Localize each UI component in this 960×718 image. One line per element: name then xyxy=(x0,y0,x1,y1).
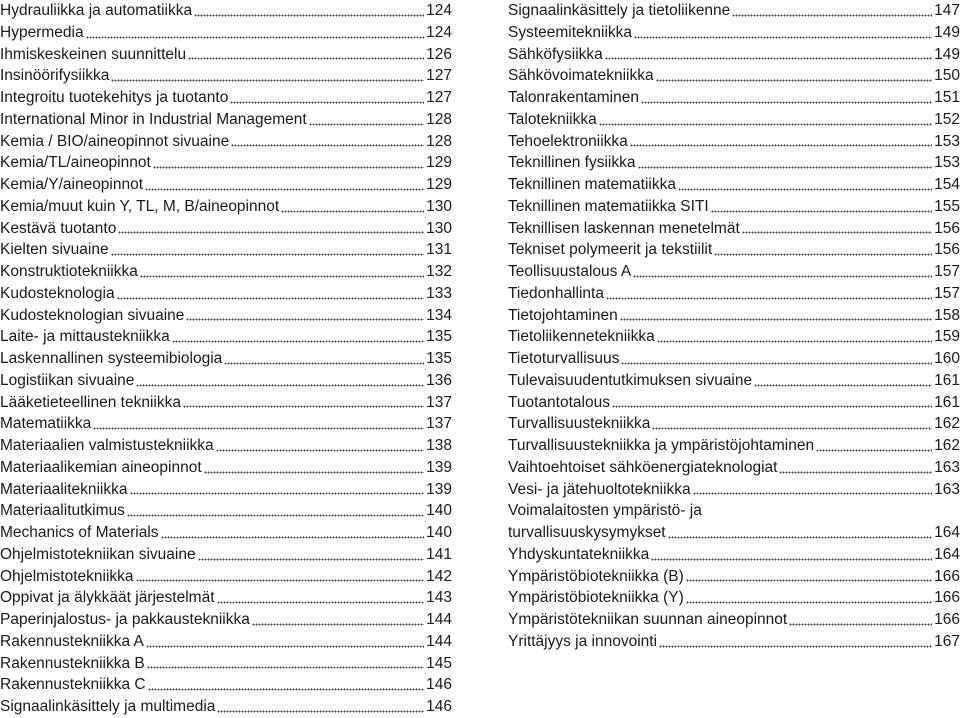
dot-leader xyxy=(711,205,932,213)
toc-entry-page-number: 166 xyxy=(934,567,960,585)
toc-entry-page-number: 135 xyxy=(426,350,452,367)
toc-entry-title: Turvallisuustekniikka ja ympäristöjohtaminen xyxy=(508,437,815,454)
toc-entry-title: Signaalinkäsittely ja tietoliikenne xyxy=(508,2,731,19)
toc-entry-title: Ohjelmistotekniikka xyxy=(0,567,134,585)
toc-entry xyxy=(508,131,960,153)
dot-leader xyxy=(161,531,425,539)
toc-entry-title: Materiaalikemian aineopinnot xyxy=(0,458,202,476)
dot-leader xyxy=(633,270,932,278)
toc-entry-page-number: 144 xyxy=(426,632,452,650)
dot-leader xyxy=(630,139,932,147)
dot-leader xyxy=(779,466,932,474)
toc-entry-page-number: 166 xyxy=(934,611,960,628)
toc-entry xyxy=(508,0,960,22)
toc-entry-page-number: 153 xyxy=(934,154,960,172)
dot-leader xyxy=(118,226,424,234)
dot-leader xyxy=(693,487,932,495)
toc-entry-title: Tietoturvallisuus xyxy=(508,350,620,367)
toc-entry-page-number: 164 xyxy=(934,524,960,541)
toc-entry-page-number: 150 xyxy=(934,67,960,85)
toc-entry-page-number: 160 xyxy=(934,350,960,367)
dot-leader xyxy=(789,618,932,626)
dot-leader xyxy=(148,683,425,691)
toc-entry-page-number: 149 xyxy=(934,23,960,41)
dot-leader xyxy=(117,292,425,300)
toc-entry xyxy=(508,261,960,283)
toc-entry-title: Vesi- ja jätehuoltotekniikka xyxy=(508,480,691,498)
toc-entry xyxy=(0,370,452,392)
toc-entry-page-number: 134 xyxy=(426,306,452,324)
toc-entry xyxy=(0,152,452,174)
toc-entry-title: Tietojohtaminen xyxy=(508,306,618,324)
toc-entry xyxy=(0,326,452,348)
toc-entry-title-continued: turvallisuuskysymykset xyxy=(508,524,666,541)
toc-entry xyxy=(0,131,452,153)
dot-leader xyxy=(652,422,932,430)
dot-leader xyxy=(153,161,424,169)
dot-leader xyxy=(754,379,932,387)
dot-leader xyxy=(186,313,424,321)
toc-entry-page-number: 124 xyxy=(426,2,452,19)
toc-entry xyxy=(508,348,960,370)
toc-entry-title: Turvallisuustekniikka xyxy=(508,415,651,433)
toc-entry-title: Vaihtoehtoiset sähköenergiateknologiat xyxy=(508,458,778,476)
toc-entry xyxy=(0,392,452,414)
toc-entry xyxy=(508,370,960,392)
toc-entry xyxy=(0,65,452,87)
dot-leader xyxy=(194,9,424,17)
dot-leader xyxy=(599,118,932,126)
toc-entry-page-number: 159 xyxy=(934,328,960,346)
toc-entry xyxy=(508,500,960,544)
toc-entry-page-number: 136 xyxy=(426,371,452,389)
toc-entry-title: Talonrakentaminen xyxy=(508,89,639,106)
dot-leader xyxy=(140,270,424,278)
toc-entry-page-number: 129 xyxy=(426,176,452,193)
toc-entry-title: Voimalaitosten ympäristö- ja xyxy=(508,502,702,520)
toc-entry-title: Tietoliikennetekniikka xyxy=(508,328,655,346)
dot-leader xyxy=(127,509,424,517)
toc-entry-page-number: 132 xyxy=(426,263,452,280)
dot-leader xyxy=(217,596,425,604)
toc-entry-title: Ympäristöbiotekniikka (B) xyxy=(508,567,684,585)
dot-leader xyxy=(605,52,932,60)
toc-entry xyxy=(0,631,452,653)
dot-leader xyxy=(678,183,932,191)
toc-entry xyxy=(508,87,960,109)
toc-entry xyxy=(0,348,452,370)
toc-entry-title: Kestävä tuotanto xyxy=(0,219,117,237)
dot-leader xyxy=(230,96,424,104)
dot-leader xyxy=(686,596,932,604)
toc-entry-page-number: 140 xyxy=(426,502,452,520)
toc-entry xyxy=(0,609,452,631)
toc-entry xyxy=(508,413,960,435)
toc-entry xyxy=(0,457,452,479)
toc-entry xyxy=(0,283,452,305)
dot-leader xyxy=(86,31,425,39)
dot-leader xyxy=(216,444,424,452)
toc-entry-title: Yhdyskuntatekniikka xyxy=(508,545,650,563)
dot-leader xyxy=(816,444,932,452)
toc-entry-page-number: 167 xyxy=(934,632,960,650)
dot-leader xyxy=(606,292,932,300)
toc-entry-title: Teknillinen fysiikka xyxy=(508,154,636,172)
toc-entry xyxy=(0,109,452,131)
dot-leader xyxy=(188,52,424,60)
toc-entry-title: Mechanics of Materials xyxy=(0,524,159,541)
toc-entry xyxy=(508,174,960,196)
toc-entry xyxy=(0,479,452,501)
toc-entry xyxy=(508,457,960,479)
toc-entry-title: Rakennustekniikka C xyxy=(0,676,146,694)
toc-entry-page-number: 130 xyxy=(426,197,452,215)
toc-entry-title: Kudosteknologian sivuaine xyxy=(0,306,185,324)
toc-entry-page-number: 129 xyxy=(426,154,452,172)
toc-entry-title: Kemia/Y/aineopinnot xyxy=(0,176,144,193)
toc-entry xyxy=(508,631,960,653)
toc-entry-title: Integroitu tuotekehitys ja tuotanto xyxy=(0,89,229,106)
dot-leader xyxy=(657,335,932,343)
dot-leader xyxy=(686,574,932,582)
toc-left-column xyxy=(0,0,452,718)
toc-entry-title: Teknillisen laskennan menetelmät xyxy=(508,219,740,237)
toc-entry xyxy=(0,22,452,44)
toc-entry xyxy=(0,239,452,261)
toc-entry-title: Insinöörifysiikka xyxy=(0,67,110,85)
dot-leader xyxy=(621,357,932,365)
toc-entry-title: Sähköfysiikka xyxy=(508,45,603,63)
toc-entry xyxy=(0,435,452,457)
toc-entry-title: Materiaalitekniikka xyxy=(0,480,128,498)
dot-leader xyxy=(742,226,932,234)
toc-entry xyxy=(0,174,452,196)
toc-entry-title: Yrittäjyys ja innovointi xyxy=(508,632,658,650)
toc-entry-page-number: 153 xyxy=(934,132,960,150)
toc-entry-page-number: 130 xyxy=(426,219,452,237)
toc-entry-page-number: 163 xyxy=(934,480,960,498)
toc-entry xyxy=(0,696,452,718)
toc-entry-page-number: 128 xyxy=(426,110,452,128)
toc-entry xyxy=(0,500,452,522)
toc-entry-title: Tehoelektroniikka xyxy=(508,132,628,150)
toc-entry xyxy=(0,87,452,109)
toc-entry-title: Signaalinkäsittely ja multimedia xyxy=(0,698,216,715)
dot-leader xyxy=(204,466,425,474)
toc-entry xyxy=(508,283,960,305)
toc-entry-title: International Minor in Industrial Management xyxy=(0,110,307,128)
toc-entry-page-number: 146 xyxy=(426,676,452,694)
toc-entry xyxy=(0,0,452,22)
toc-entry-page-number: 131 xyxy=(426,241,452,259)
dot-leader xyxy=(93,422,424,430)
dot-leader xyxy=(612,400,932,408)
toc-entry xyxy=(508,196,960,218)
toc-entry xyxy=(0,674,452,696)
toc-entry-page-number: 128 xyxy=(426,132,452,150)
toc-entry-title: Talotekniikka xyxy=(508,110,597,128)
toc-entry-page-number: 142 xyxy=(426,567,452,585)
dot-leader xyxy=(130,487,425,495)
toc-entry-title: Kemia/TL/aineopinnot xyxy=(0,154,151,172)
toc-entry xyxy=(0,218,452,240)
toc-entry-page-number: 156 xyxy=(934,241,960,259)
toc-entry-title: Tulevaisuudentutkimuksen sivuaine xyxy=(508,371,753,389)
dot-leader xyxy=(172,335,424,343)
toc-entry-page-number: 143 xyxy=(426,589,452,607)
toc-entry-page-number: 149 xyxy=(934,45,960,63)
dot-leader xyxy=(147,661,424,669)
toc-entry-page-number: 144 xyxy=(426,611,452,628)
toc-entry-title: Rakennustekniikka A xyxy=(0,632,144,650)
dot-leader xyxy=(634,31,932,39)
toc-entry xyxy=(0,544,452,566)
toc-entry-title: Kielten sivuaine xyxy=(0,241,109,259)
toc-entry-title: Tiedonhallinta xyxy=(508,284,604,302)
toc-entry-page-number: 133 xyxy=(426,284,452,302)
toc-entry-page-number: 162 xyxy=(934,415,960,433)
toc-entry-page-number: 138 xyxy=(426,437,452,454)
toc-entry-title: Materiaalien valmistustekniikka xyxy=(0,437,214,454)
toc-entry-title: Paperinjalostus- ja pakkaustekniikka xyxy=(0,611,250,628)
toc-entry xyxy=(508,587,960,609)
toc-entry-title: Kudosteknologia xyxy=(0,284,115,302)
dot-leader xyxy=(659,640,932,648)
dot-leader xyxy=(309,118,424,126)
toc-entry-title: Ympäristöbiotekniikka (Y) xyxy=(508,589,684,607)
toc-entry-title: Teknillinen matematiikka SITI xyxy=(508,197,709,215)
dot-leader xyxy=(656,74,933,82)
toc-entry xyxy=(508,566,960,588)
toc-entry-title: Tuotantotalous xyxy=(508,393,610,411)
toc-entry-title: Sähkövoimatekniikka xyxy=(508,67,654,85)
toc-entry-title: Rakennustekniikka B xyxy=(0,654,145,672)
dot-leader xyxy=(714,248,932,256)
toc-entry-title: Hypermedia xyxy=(0,23,84,41)
toc-entry xyxy=(508,239,960,261)
toc-entry xyxy=(508,305,960,327)
toc-entry-page-number: 158 xyxy=(934,306,960,324)
toc-entry-page-number: 166 xyxy=(934,589,960,607)
toc-entry-page-number: 151 xyxy=(934,89,960,106)
toc-entry-title: Lääketieteellinen tekniikka xyxy=(0,393,181,411)
toc-entry-page-number: 146 xyxy=(426,698,452,715)
toc-entry xyxy=(0,587,452,609)
toc-entry xyxy=(508,22,960,44)
toc-entry xyxy=(0,305,452,327)
toc-entry-page-number: 127 xyxy=(426,89,452,106)
toc-entry xyxy=(0,261,452,283)
toc-entry-title: Ihmiskeskeinen suunnittelu xyxy=(0,45,187,63)
toc-entry-page-number: 137 xyxy=(426,393,452,411)
toc-entry-page-number: 124 xyxy=(426,23,452,41)
toc-entry-page-number: 139 xyxy=(426,480,452,498)
dot-leader xyxy=(231,139,424,147)
toc-entry-page-number: 164 xyxy=(934,545,960,563)
toc-entry xyxy=(508,44,960,66)
toc-entry-title: Matematiikka xyxy=(0,415,92,433)
toc-entry xyxy=(508,544,960,566)
toc-entry xyxy=(508,609,960,631)
dot-leader xyxy=(183,400,424,408)
toc-entry-page-number: 145 xyxy=(426,654,452,672)
toc-entry xyxy=(508,109,960,131)
toc-entry-page-number: 147 xyxy=(934,2,960,19)
toc-entry-page-number: 162 xyxy=(934,437,960,454)
dot-leader xyxy=(252,618,424,626)
toc-entry-title: Ohjelmistotekniikan sivuaine xyxy=(0,545,196,563)
toc-entry xyxy=(0,566,452,588)
dot-leader xyxy=(281,205,424,213)
toc-entry xyxy=(508,392,960,414)
dot-leader xyxy=(668,531,933,539)
dot-leader xyxy=(217,705,424,713)
toc-entry-title: Ympäristötekniikan suunnan aineopinnot xyxy=(508,611,788,628)
toc-entry xyxy=(0,522,452,544)
dot-leader xyxy=(136,379,424,387)
dot-leader xyxy=(651,553,932,561)
dot-leader xyxy=(136,574,425,582)
toc-entry xyxy=(0,653,452,675)
toc-entry-page-number: 152 xyxy=(934,110,960,128)
toc-entry-page-number: 135 xyxy=(426,328,452,346)
toc-entry xyxy=(508,435,960,457)
toc-entry-title: Systeemitekniikka xyxy=(508,23,633,41)
toc-entry-page-number: 157 xyxy=(934,263,960,280)
toc-entry-page-number: 157 xyxy=(934,284,960,302)
toc-entry xyxy=(508,65,960,87)
toc-entry-title: Teollisuustalous A xyxy=(508,263,632,280)
toc-entry-title: Konstruktiotekniikka xyxy=(0,263,138,280)
toc-entry-title: Kemia / BIO/aineopinnot sivuaine xyxy=(0,132,230,150)
dot-leader xyxy=(111,248,425,256)
toc-entry-page-number: 161 xyxy=(934,393,960,411)
toc-entry-page-number: 126 xyxy=(426,45,452,63)
toc-entry-page-number: 140 xyxy=(426,524,452,541)
toc-entry-title: Logistiikan sivuaine xyxy=(0,371,135,389)
toc-entry-page-number: 161 xyxy=(934,371,960,389)
toc-entry-title: Oppivat ja älykkäät järjestelmät xyxy=(0,589,215,607)
toc-entry xyxy=(0,44,452,66)
toc-entry-page-number: 156 xyxy=(934,219,960,237)
dot-leader xyxy=(620,313,932,321)
toc-entry-page-number: 139 xyxy=(426,458,452,476)
toc-entry-title: Laskennallinen systeemibiologia xyxy=(0,350,223,367)
dot-leader xyxy=(732,9,932,17)
toc-entry-title: Laite- ja mittaustekniikka xyxy=(0,328,170,346)
toc-entry xyxy=(0,413,452,435)
toc-entry-title: Teknillinen matematiikka xyxy=(508,176,676,193)
toc-entry xyxy=(0,196,452,218)
toc-entry-page-number: 141 xyxy=(426,545,452,563)
dot-leader xyxy=(641,96,932,104)
toc-entry-page-number: 154 xyxy=(934,176,960,193)
dot-leader xyxy=(638,161,933,169)
toc-entry-title: Materiaalitutkimus xyxy=(0,502,125,520)
toc-entry-page-number: 137 xyxy=(426,415,452,433)
toc-entry-title: Kemia/muut kuin Y, TL, M, B/aineopinnot xyxy=(0,197,280,215)
toc-entry xyxy=(508,152,960,174)
toc-entry xyxy=(508,218,960,240)
toc-right-column xyxy=(508,0,960,653)
toc-entry-page-number: 155 xyxy=(934,197,960,215)
dot-leader xyxy=(198,553,425,561)
dot-leader xyxy=(224,357,424,365)
toc-entry xyxy=(508,326,960,348)
dot-leader xyxy=(145,183,424,191)
toc-entry-page-number: 127 xyxy=(426,67,452,85)
toc-entry xyxy=(508,479,960,501)
toc-entry-page-number: 163 xyxy=(934,458,960,476)
toc-entry-title: Tekniset polymeerit ja tekstiilit xyxy=(508,241,713,259)
toc-entry-title: Hydrauliikka ja automatiikka xyxy=(0,2,193,19)
dot-leader xyxy=(146,640,424,648)
dot-leader xyxy=(111,74,424,82)
